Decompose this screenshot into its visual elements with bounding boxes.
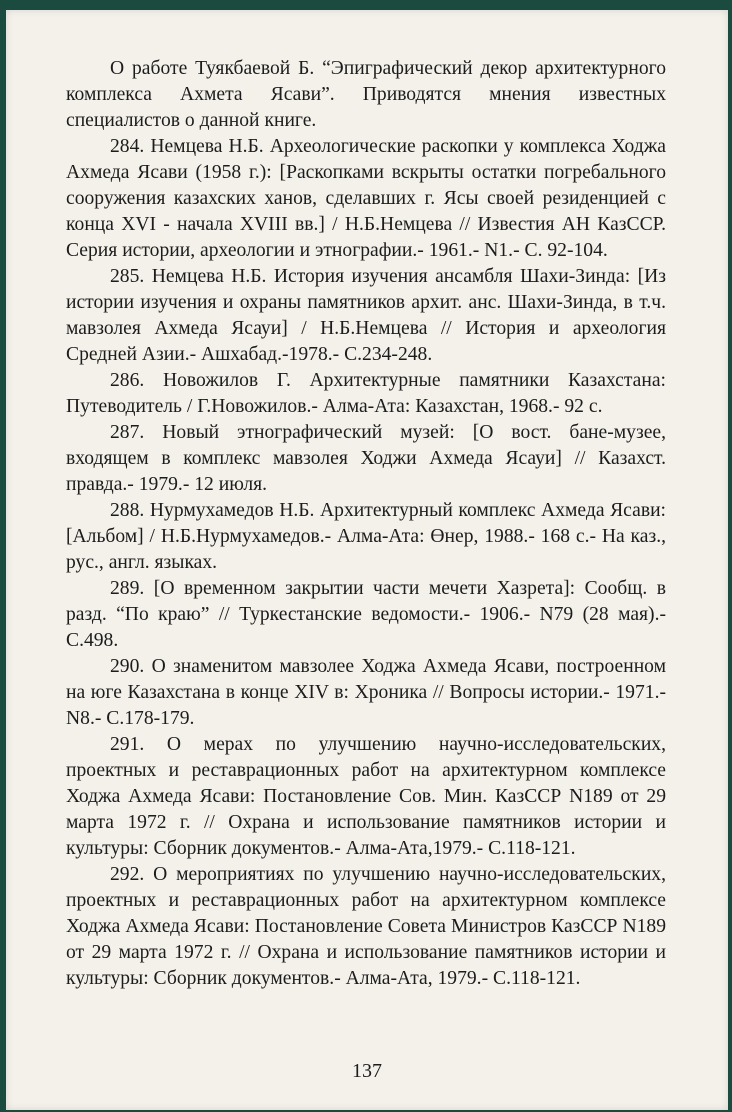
book-page bbox=[6, 10, 728, 1110]
entry-288: 288. Нурмухамедов Н.Б. Архитектурный комплекс Ахмеда Ясави: [Альбом] / Н.Б.Нурмухамедов.- Алма-Ата: Өнер, 1988.- 168 с.- На каз., рус., англ. языках. bbox=[66, 500, 666, 573]
entry-291: 291. О мерах по улучшению научно-исследовательских, проектных и реставрационных работ на архитектурном комплексе Ходжа Ахмеда Ясави: Постановление Сов. Мин. КазССР N189 от 29 марта 1972 г. // Охрана и использование памятников истории и культуры: Сборник документов.- Алма-Ата,1979.- С.118-121. bbox=[66, 734, 666, 859]
page-number: 137 bbox=[352, 1060, 382, 1082]
entry-286: 286. Новожилов Г. Архитектурные памятники Казахстана: Путеводитель / Г.Новожилов.- Алма-Ата: Казахстан, 1968.- 92 с. bbox=[66, 370, 666, 417]
entry-continuation: О работе Туякбаевой Б. “Эпиграфический декор архитектурного комплекса Ахмета Ясави”. Приводятся мнения известных специалистов о данной книге. bbox=[66, 58, 666, 131]
entry-289: 289. [О временном закрытии части мечети Хазрета]: Сообщ. в разд. “По краю” // Туркестанские ведомости.- 1906.- N79 (28 мая).- С.498. bbox=[66, 578, 666, 651]
entry-290: 290. О знаменитом мавзолее Ходжа Ахмеда Ясави, построенном на юге Казахстана в конце XIV в: Хроника // Вопросы истории.- 1971.- N8.- С.178-179. bbox=[66, 656, 666, 729]
entry-284: 284. Немцева Н.Б. Археологические раскопки у комплекса Ходжа Ахмеда Ясави (1958 г.): [Раскопками вскрыты остатки погребального сооружения казахских ханов, сделавших г. Ясы своей резиденцией с конца XVI - начала XVIII вв.] / Н.Б.Немцева // Известия АН КазССР. Серия истории, археологии и этнографии.- 1961.- N1.- С. 92-104. bbox=[66, 136, 666, 261]
entry-287: 287. Новый этнографический музей: [О вост. бане-музее, входящем в комплекс мавзолея Ходжи Ахмеда Ясауи] // Казахст. правда.- 1979.- 12 июля. bbox=[66, 422, 666, 495]
entry-285: 285. Немцева Н.Б. История изучения ансамбля Шахи-Зинда: [Из истории изучения и охраны памятников архит. анс. Шахи-Зинда, в т.ч. мавзолея Ахмеда Ясауи] / Н.Б.Немцева // История и археология Средней Азии.- Ашхабад.-1978.- С.234-248. bbox=[66, 266, 666, 365]
bibliography-list bbox=[66, 56, 666, 992]
entry-292: 292. О мероприятиях по улучшению научно-исследовательских, проектных и реставрационных работ на архитектурном комплексе Ходжа Ахмеда Ясави: Постановление Совета Министров КазССР N189 от 29 марта 1972 г. // Охрана и использование памятников истории и культуры: Сборник документов.- Алма-Ата, 1979.- С.118-121. bbox=[66, 864, 666, 989]
